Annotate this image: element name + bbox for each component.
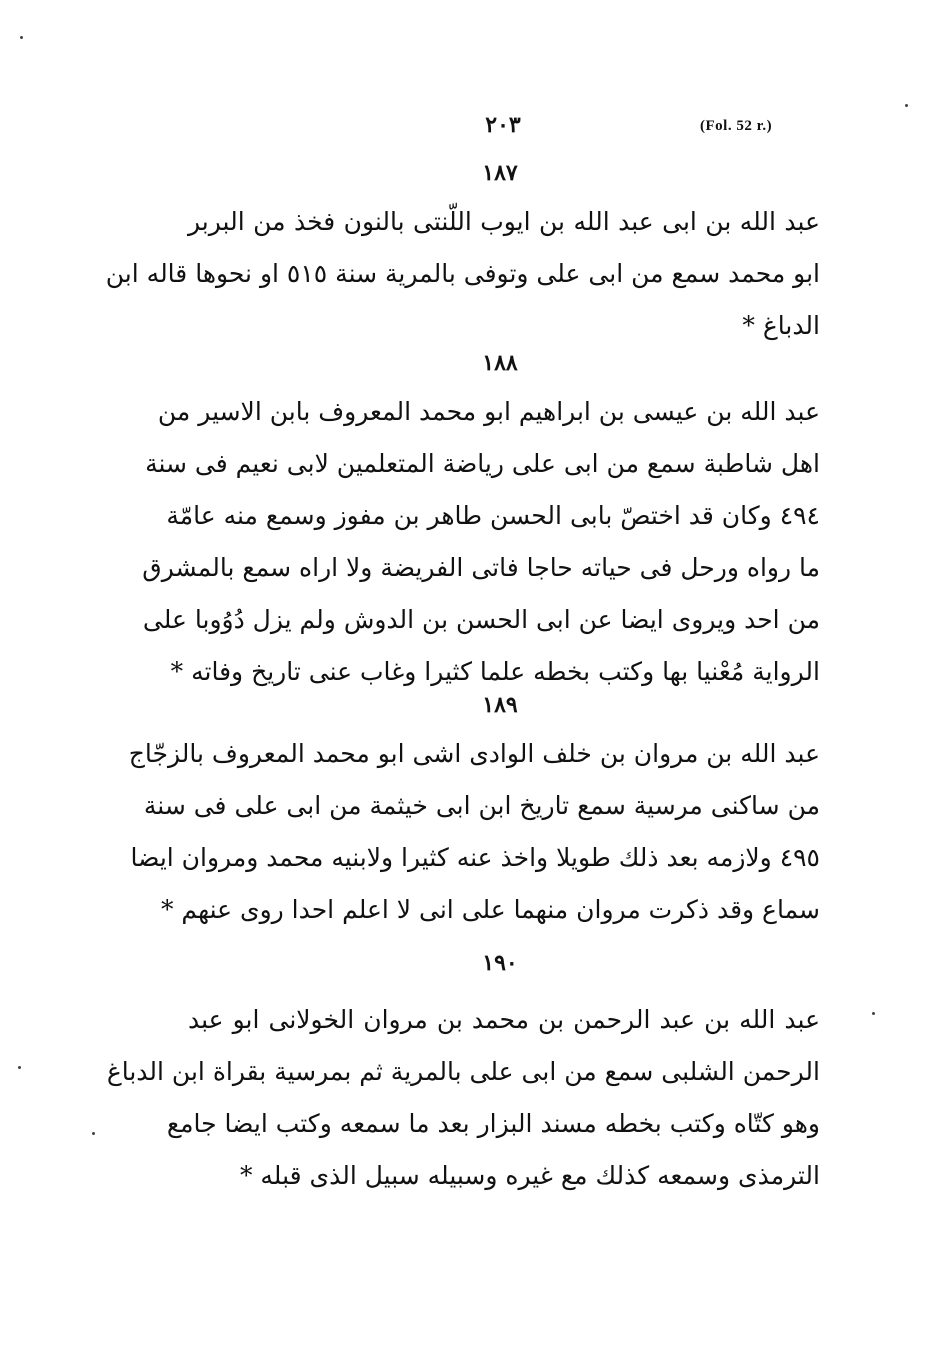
entry-text xyxy=(142,386,820,698)
text-line: من ساكنى مرسية سمع تاريخ ابن ابى خيثمة من ابى على فى سنة xyxy=(143,791,820,820)
entry-number: ١٩٠ xyxy=(482,950,518,976)
scan-speck xyxy=(905,104,908,107)
scan-speck xyxy=(872,1012,875,1015)
entry-text xyxy=(105,196,820,352)
entry-text xyxy=(106,994,820,1202)
text-line: عبد الله بن عيسى بن ابراهيم ابو محمد المعروف بابن الاسير من xyxy=(157,397,820,426)
text-line: عبد الله بن عبد الرحمن بن محمد بن مروان الخولانى ابو عبد xyxy=(188,1005,820,1034)
scan-speck xyxy=(92,1132,95,1135)
text-line: وهو كتّاه وكتب بخطه مسند البزار بعد ما سمعه وكتب ايضا جامع xyxy=(166,1109,820,1138)
text-line: عبد الله بن ابى عبد الله بن ايوب اللّنتى بالنون فخذ من البربر xyxy=(188,207,820,236)
text-line: ٤٩٥ ولازمه بعد ذلك طويلا واخذ عنه كثيرا ولابنيه محمد ومروان ايضا xyxy=(130,843,820,872)
text-line: ابو محمد سمع من ابى على وتوفى بالمرية سنة ٥١٥ او نحوها قاله ابن xyxy=(105,259,820,288)
text-line: الرحمن الشلبى سمع من ابى على بالمرية ثم بمرسية بقراة ابن الدباغ xyxy=(106,1057,820,1086)
scan-speck xyxy=(20,36,23,39)
text-line: من احد ويروى ايضا عن ابى الحسن بن الدوش ولم يزل دُوُوبا على xyxy=(142,605,820,634)
folio-reference: (Fol. 52 r.) xyxy=(700,118,773,134)
entry-text xyxy=(128,728,820,936)
text-line: عبد الله بن مروان بن خلف الوادى اشى ابو محمد المعروف بالزجّاج xyxy=(128,739,820,768)
scan-speck xyxy=(18,1066,21,1069)
text-line: ما رواه ورحل فى حياته حاجا فاتى الفريضة ولا اراه سمع بالمشرق xyxy=(142,553,820,582)
entry-number: ١٨٨ xyxy=(482,350,518,376)
text-line: اهل شاطبة سمع من ابى على رياضة المتعلمين لابى نعيم فى سنة xyxy=(145,449,820,478)
entry-number: ١٨٩ xyxy=(482,692,518,718)
text-line: سماع وقد ذكرت مروان منهما على انى لا اعلم احدا روى عنهم * xyxy=(160,895,820,924)
text-line: الترمذى وسمعه كذلك مع غيره وسبيله سبيل الذى قبله * xyxy=(239,1161,820,1190)
text-line: ٤٩٤ وكان قد اختصّ بابى الحسن طاهر بن مفوز وسمع منه عامّة xyxy=(166,501,820,530)
entry-number: ١٨٧ xyxy=(482,160,518,186)
page-number: ٢٠٣ xyxy=(485,112,521,138)
text-line: الرواية مُعْنيا بها وكتب بخطه علما كثيرا وغاب عنى تاريخ وفاته * xyxy=(170,657,820,686)
text-line: الدباغ * xyxy=(742,311,820,340)
